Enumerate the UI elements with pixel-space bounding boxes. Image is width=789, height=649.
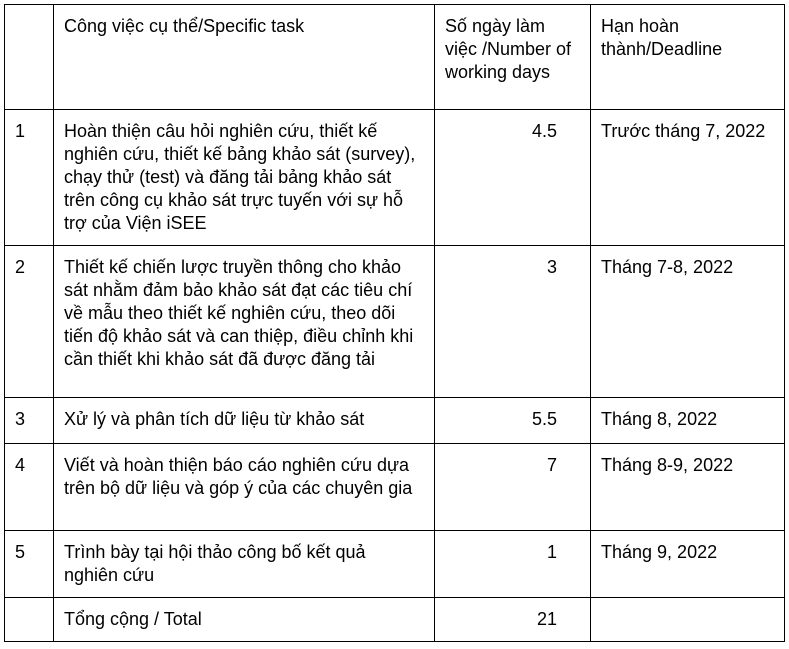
row-deadline-cell: Tháng 9, 2022: [591, 531, 785, 598]
row-deadline-cell: Tháng 8-9, 2022: [591, 444, 785, 531]
total-label-cell: Tổng cộng / Total: [54, 598, 435, 642]
row-days-cell: 5.5: [435, 398, 591, 444]
table-total-row: [5, 598, 785, 642]
row-index-cell: 3: [5, 398, 54, 444]
row-index-cell: 5: [5, 531, 54, 598]
row-deadline-cell: Tháng 7-8, 2022: [591, 246, 785, 398]
task-schedule-table: [4, 4, 785, 642]
row-deadline-cell: Trước tháng 7, 2022: [591, 110, 785, 246]
table-row: [5, 531, 785, 598]
total-days-cell: 21: [435, 598, 591, 642]
header-index-cell: [5, 5, 54, 110]
row-task-cell: Trình bày tại hội thảo công bố kết quả nghiên cứu: [54, 531, 435, 598]
row-days-cell: 7: [435, 444, 591, 531]
row-index-cell: 4: [5, 444, 54, 531]
table-row: [5, 110, 785, 246]
row-index-cell: 1: [5, 110, 54, 246]
table-row: [5, 398, 785, 444]
row-deadline-cell: Tháng 8, 2022: [591, 398, 785, 444]
header-days-cell: Số ngày làm việc /Number of working days: [435, 5, 591, 110]
table-row: [5, 444, 785, 531]
row-days-cell: 1: [435, 531, 591, 598]
row-days-cell: 4.5: [435, 110, 591, 246]
table-row: [5, 246, 785, 398]
total-deadline-cell: [591, 598, 785, 642]
header-task-cell: Công việc cụ thể/Specific task: [54, 5, 435, 110]
header-deadline-cell: Hạn hoàn thành/Deadline: [591, 5, 785, 110]
total-index-cell: [5, 598, 54, 642]
row-task-cell: Xử lý và phân tích dữ liệu từ khảo sát: [54, 398, 435, 444]
row-task-cell: Thiết kế chiến lược truyền thông cho khảo sát nhằm đảm bảo khảo sát đạt các tiêu chí về mẫu theo thiết kế nghiên cứu, theo dõi tiến độ khảo sát và can thiệp, điều chỉnh khi cần thiết khi khảo sát đã được đăng tải: [54, 246, 435, 398]
row-index-cell: 2: [5, 246, 54, 398]
row-task-cell: Hoàn thiện câu hỏi nghiên cứu, thiết kế nghiên cứu, thiết kế bảng khảo sát (survey), chạy thử (test) và đăng tải bảng khảo sát trên công cụ khảo sát trực tuyến với sự hỗ trợ của Viện iSEE: [54, 110, 435, 246]
table-header-row: [5, 5, 785, 110]
row-task-cell: Viết và hoàn thiện báo cáo nghiên cứu dựa trên bộ dữ liệu và góp ý của các chuyên gia: [54, 444, 435, 531]
row-days-cell: 3: [435, 246, 591, 398]
